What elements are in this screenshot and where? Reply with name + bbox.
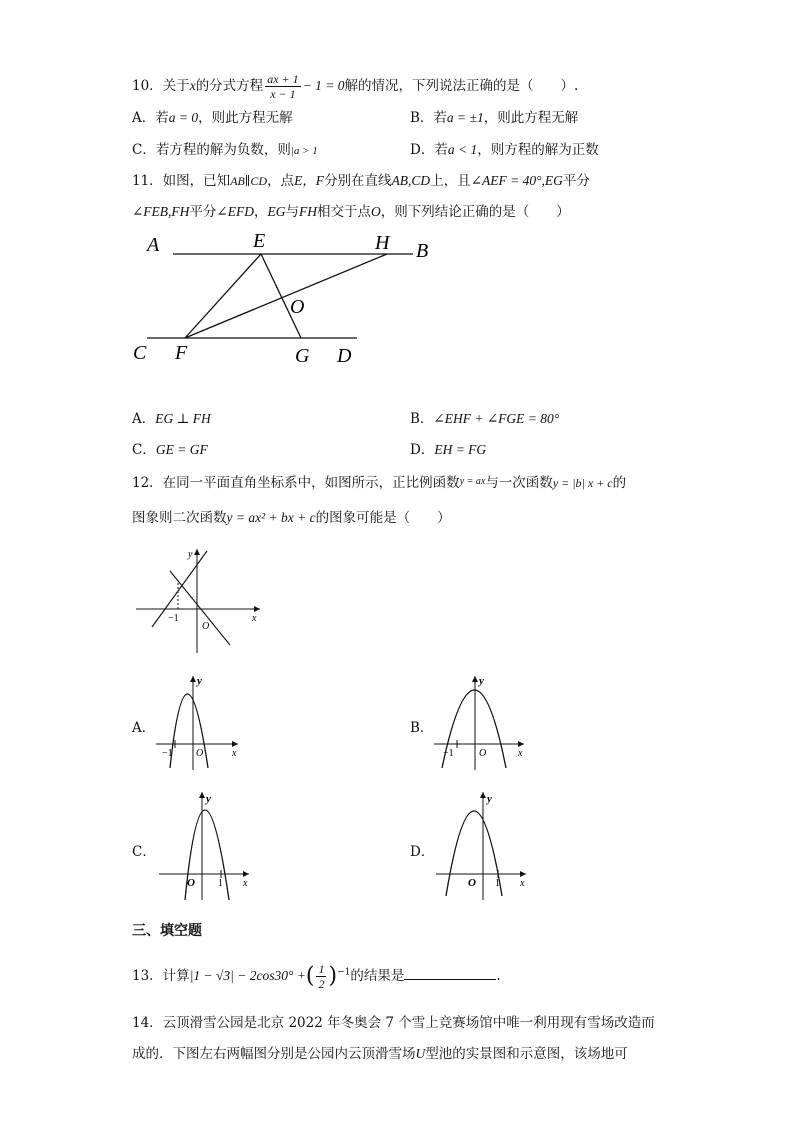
q12-option-a-label: A． [132,720,156,736]
svg-text:y: y [197,675,202,687]
svg-text:H: H [375,232,390,254]
svg-text:x: x [518,748,523,759]
svg-text:O: O [468,877,476,889]
svg-text:x: x [243,878,248,889]
svg-text:C: C [133,342,147,364]
q12-stem-line1: 12．在同一平面直角坐标系中，如图所示，正比例函数$^{y = ax}$与一次函数y = |b| x + c的 [132,475,627,491]
q12-stem-line2: 图象则二次函数y = ax² + bx + c的图象可能是（ ） [132,510,451,526]
q12-option-b-graph [430,672,530,772]
svg-text:y: y [188,549,193,560]
q13-stem: 13．计算|1 − √3| − 2cos30° +( $\frac{1}{2}$ )$^{-1}$的结果是 . [132,962,501,991]
svg-text:O: O [479,748,487,759]
q12-option-d-graph [432,788,532,903]
q10-option-c: C．若方程的解为负数，则|a > 1 [132,142,318,158]
q12-option-b-label: B． [410,720,434,736]
svg-text:F: F [175,342,188,364]
svg-text:G: G [295,345,310,367]
svg-text:x: x [232,748,237,759]
q10-option-a: A．若a = 0，则此方程无解 [132,110,293,126]
q11-stem-line2: ∠FEB,FH平分∠EFD，EG与FH相交于点O，则下列结论正确的是（ ） [132,204,570,220]
svg-text:1: 1 [218,878,223,889]
q11-stem-line1: 11．如图，已知AB∥CD，点E，F分别在直线AB,CD上，且∠AEF = 40°,EG平分 [132,173,590,189]
q12-lines-figure [130,545,265,655]
q10-option-b: B．若a = ±1，则此方程无解 [410,110,579,126]
q11-option-a: A．EG ⊥ FH [132,411,211,427]
svg-text:−1: −1 [168,613,179,624]
svg-text:−1: −1 [443,748,454,759]
svg-text:y: y [479,675,484,687]
q10-fraction: $\frac{ax + 1}{x - 1}$ [267,72,299,101]
q10-option-d: D．若a < 1，则方程的解为正数 [410,142,599,158]
q14-stem-line1: 14．云顶滑雪公园是北京 2022 年冬奥会 7 个雪上竞赛场馆中唯一利用现有雪场改造而 [132,1015,655,1031]
q12-option-c-label: C． [132,844,156,860]
q12-option-c-graph [155,788,255,903]
svg-text:1: 1 [495,878,500,889]
svg-text:A: A [147,234,160,256]
svg-text:E: E [253,230,266,252]
q14-stem-line2: 成的．下图左右两幅图分别是公园内云顶滑雪场U型池的实景图和示意图，该场地可 [132,1046,628,1062]
q10-stem: 10．关于x的分式方程 $\frac{ax + 1}{x - 1}$ − 1 = 0解的情况，下列说法正确的是（ ）. [132,72,579,101]
svg-text:O: O [290,296,305,318]
q11-option-c: C．GE = GF [132,442,208,458]
svg-text:y: y [206,793,211,805]
section-heading-fill-in: 三、填空题 [132,923,202,939]
q13-fraction: $\frac{1}{2}$ [318,962,325,991]
q12-option-d-label: D． [410,844,435,860]
q11-geometry-figure [125,225,445,375]
svg-text:x: x [520,878,525,889]
q13-answer-blank[interactable] [404,965,496,980]
svg-text:y: y [487,793,492,805]
svg-text:O: O [187,877,195,889]
svg-text:O: O [202,621,210,632]
q11-option-d: D．EH = FG [410,442,487,458]
svg-text:D: D [337,345,352,367]
svg-text:O: O [196,748,204,759]
svg-text:−1: −1 [162,748,173,759]
svg-text:B: B [416,240,429,262]
q11-option-b: B．∠EHF + ∠FGE = 80° [410,411,560,427]
q12-option-a-graph [150,672,245,772]
svg-text:x: x [252,613,257,624]
